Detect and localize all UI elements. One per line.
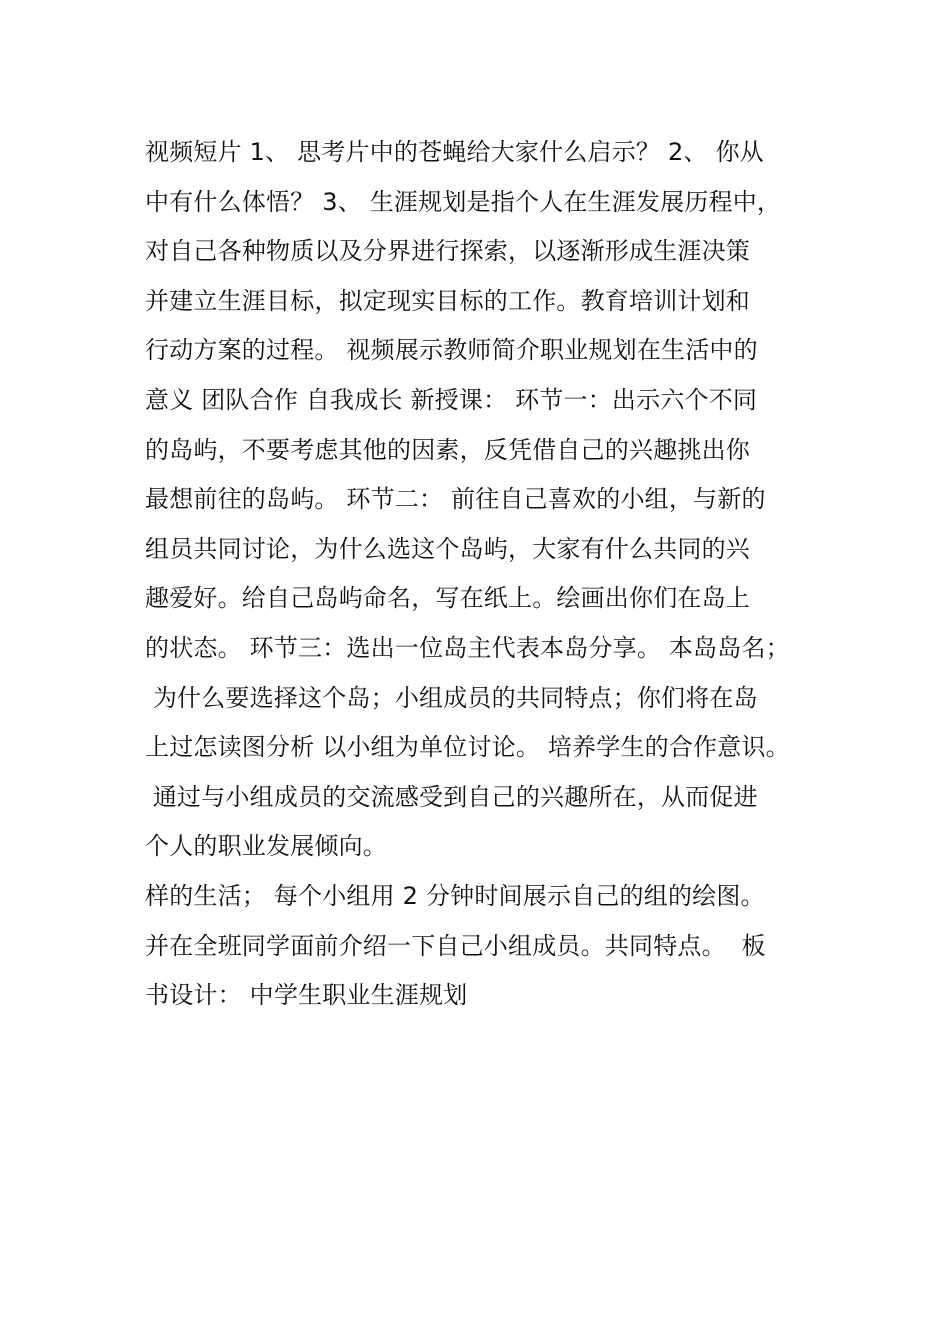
body-text [145,128,845,1021]
text-line-6: 意义 团队合作 自我成长 新授课： 环节一：出示六个不同 [145,385,758,414]
text-line-14: 通过与小组成员的交流感受到自己的兴趣所在，从而促进 [145,782,758,811]
text-line-4: 并建立生涯目标，拟定现实目标的工作。教育培训计划和 [145,286,750,315]
text-line-18: 书设计： 中学生职业生涯规划 [145,981,468,1010]
text-line-15: 个人的职业发展倾向。 [145,832,387,861]
text-line-8: 最想前往的岛屿。 环节二： 前往自己喜欢的小组，与新的 [145,485,766,514]
text-line-17: 并在全班同学面前介绍一下自己小组成员。共同特点。 板 [145,931,766,960]
text-line-7: 的岛屿，不要考虑其他的因素，反凭借自己的兴趣挑出你 [145,435,750,464]
text-line-5: 行动方案的过程。 视频展示教师简介职业规划在生活中的 [145,336,758,365]
text-line-1: 视频短片 1、 思考片中的苍蝇给大家什么启示？ 2、 你从 [145,138,764,166]
text-line-11: 的状态。 环节三：选出一位岛主代表本岛分享。 本岛岛名； [145,633,790,662]
text-line-2: 中有什么体悟？ 3、 生涯规划是指个人在生涯发展历程中， [145,187,782,216]
text-line-12: 为什么要选择这个岛；小组成员的共同特点；你们将在岛 [145,683,758,712]
text-line-10: 趣爱好。给自己岛屿命名，写在纸上。绘画出你们在岛上 [145,584,750,613]
text-line-16: 样的生活； 每个小组用 2 分钟时间展示自己的组的绘图。 [145,881,765,910]
text-line-9: 组员共同讨论，为什么选这个岛屿，大家有什么共同的兴 [145,534,750,563]
text-line-3: 对自己各种物质以及分界进行探索，以逐渐形成生涯决策 [145,237,750,266]
text-line-13: 上过怎读图分析 以小组为单位讨论。 培养学生的合作意识。 [145,733,790,762]
